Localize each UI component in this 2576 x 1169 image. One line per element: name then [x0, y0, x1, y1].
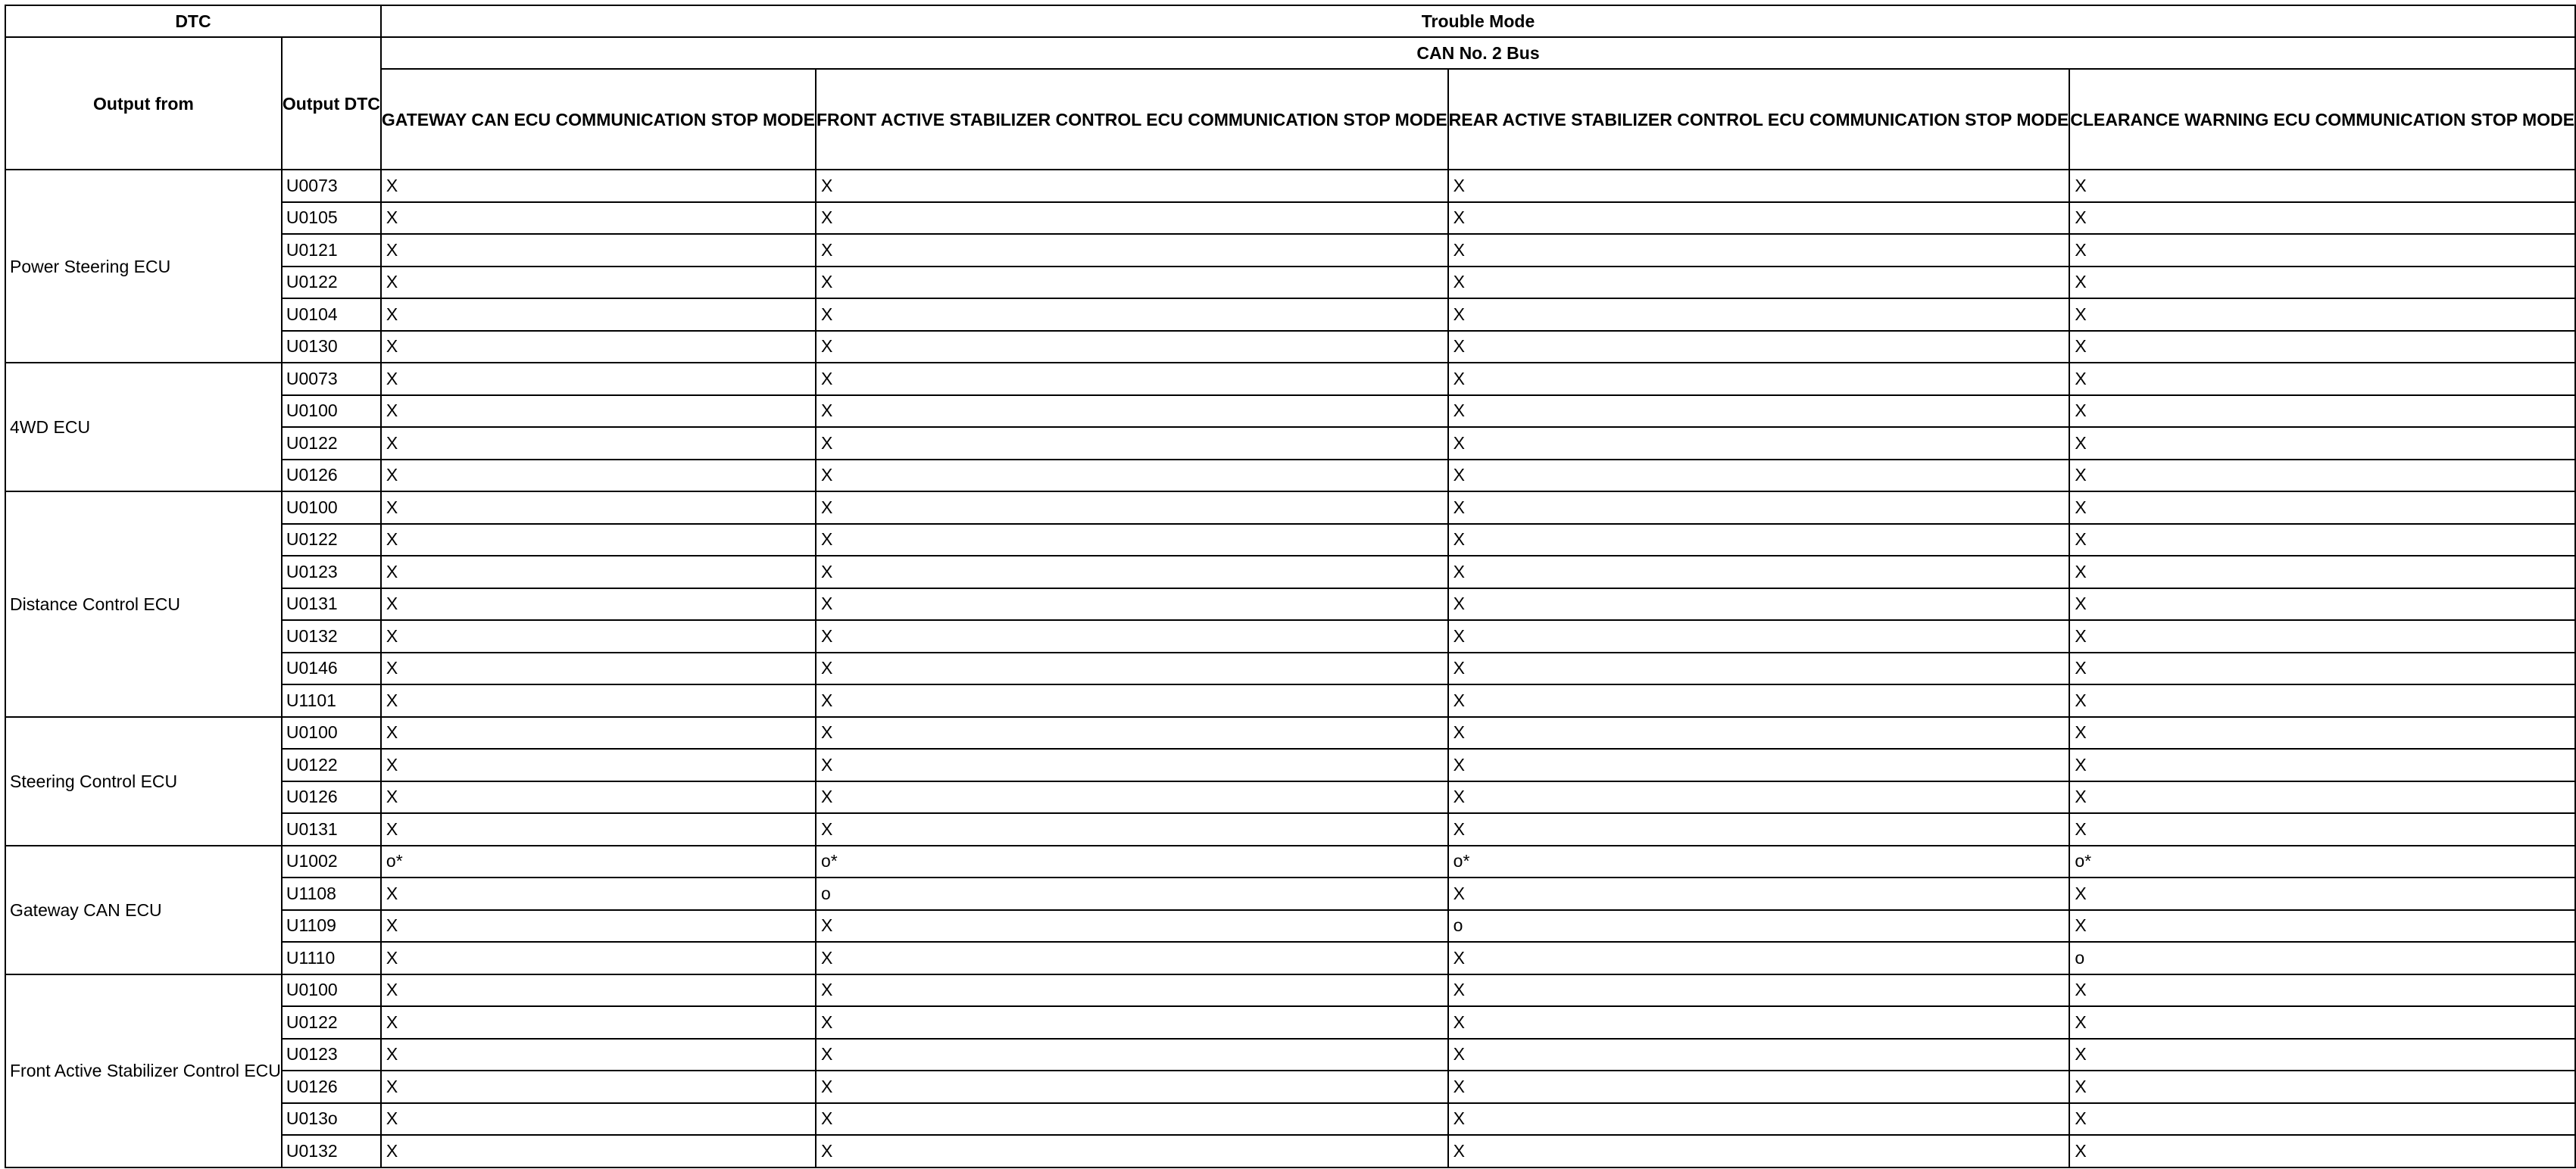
- table-row: [5, 556, 2575, 588]
- mode-value-cell: X: [1448, 1006, 2070, 1039]
- mode-value-cell: X: [2069, 781, 2575, 814]
- mode-value-cell: X: [1448, 395, 2070, 428]
- table-row: [5, 298, 2575, 331]
- table-row: [5, 363, 2575, 395]
- mode-value-cell: X: [2069, 556, 2575, 588]
- mode-value-cell: X: [816, 910, 1448, 943]
- table-row: [5, 202, 2575, 235]
- table-row: [5, 942, 2575, 974]
- mode-value-cell: X: [2069, 620, 2575, 653]
- mode-value-cell: X: [2069, 363, 2575, 395]
- dtc-code-cell: U0100: [282, 491, 381, 524]
- mode-value-cell: X: [816, 1039, 1448, 1071]
- mode-value-cell: o*: [2069, 846, 2575, 878]
- dtc-code-cell: U0131: [282, 813, 381, 846]
- table-row: [5, 878, 2575, 910]
- table-row: [5, 588, 2575, 621]
- dtc-code-cell: U0104: [282, 298, 381, 331]
- mode-value-cell: X: [381, 1039, 816, 1071]
- mode-value-cell: o: [1448, 910, 2070, 943]
- mode-value-cell: X: [381, 331, 816, 363]
- mode-value-cell: X: [381, 1135, 816, 1167]
- mode-value-cell: X: [1448, 524, 2070, 556]
- mode-value-cell: X: [816, 813, 1448, 846]
- mode-value-cell: X: [1448, 331, 2070, 363]
- dtc-code-cell: U1109: [282, 910, 381, 943]
- mode-value-cell: X: [1448, 974, 2070, 1007]
- mode-value-cell: X: [2069, 813, 2575, 846]
- dtc-header: DTC: [5, 5, 381, 37]
- mode-header-rear-stabilizer: REAR ACTIVE STABILIZER CONTROL ECU COMMUNICATION STOP MODE: [1448, 69, 2070, 170]
- dtc-code-cell: U0130: [282, 331, 381, 363]
- mode-value-cell: X: [816, 684, 1448, 717]
- mode-value-cell: X: [381, 878, 816, 910]
- mode-value-cell: X: [816, 524, 1448, 556]
- dtc-trouble-mode-table: [5, 5, 2576, 1168]
- mode-value-cell: X: [2069, 298, 2575, 331]
- dtc-code-cell: U0122: [282, 749, 381, 781]
- mode-value-cell: X: [816, 1071, 1448, 1103]
- mode-value-cell: X: [2069, 331, 2575, 363]
- mode-value-cell: X: [2069, 684, 2575, 717]
- table-row: [5, 460, 2575, 492]
- mode-value-cell: X: [816, 620, 1448, 653]
- mode-value-cell: X: [2069, 910, 2575, 943]
- mode-value-cell: X: [1448, 202, 2070, 235]
- mode-value-cell: X: [1448, 491, 2070, 524]
- mode-value-cell: X: [1448, 749, 2070, 781]
- mode-value-cell: X: [381, 910, 816, 943]
- mode-value-cell: X: [1448, 588, 2070, 621]
- mode-value-cell: X: [816, 942, 1448, 974]
- mode-value-cell: X: [1448, 1103, 2070, 1136]
- mode-value-cell: X: [1448, 267, 2070, 299]
- mode-value-cell: X: [2069, 202, 2575, 235]
- mode-value-cell: X: [2069, 491, 2575, 524]
- table-row: [5, 267, 2575, 299]
- mode-value-cell: X: [381, 781, 816, 814]
- mode-value-cell: X: [1448, 427, 2070, 460]
- table-row: [5, 491, 2575, 524]
- mode-value-cell: X: [816, 170, 1448, 202]
- dtc-code-cell: U013o: [282, 1103, 381, 1136]
- dtc-code-cell: U1002: [282, 846, 381, 878]
- table-row: [5, 1006, 2575, 1039]
- mode-value-cell: X: [381, 363, 816, 395]
- mode-value-cell: X: [1448, 170, 2070, 202]
- table-row: [5, 1071, 2575, 1103]
- table-row: [5, 170, 2575, 202]
- mode-value-cell: X: [816, 363, 1448, 395]
- mode-value-cell: X: [1448, 813, 2070, 846]
- output-from-cell: Distance Control ECU: [5, 491, 282, 717]
- mode-header-front-stabilizer: FRONT ACTIVE STABILIZER CONTROL ECU COMMUNICATION STOP MODE: [816, 69, 1448, 170]
- mode-value-cell: X: [816, 1006, 1448, 1039]
- mode-header-gateway: GATEWAY CAN ECU COMMUNICATION STOP MODE: [381, 69, 816, 170]
- mode-value-cell: X: [381, 717, 816, 750]
- mode-value-cell: X: [381, 556, 816, 588]
- mode-value-cell: X: [1448, 363, 2070, 395]
- table-row: [5, 427, 2575, 460]
- dtc-code-cell: U1108: [282, 878, 381, 910]
- mode-value-cell: X: [1448, 234, 2070, 267]
- mode-value-cell: X: [381, 298, 816, 331]
- mode-value-cell: X: [2069, 234, 2575, 267]
- table-row: [5, 1039, 2575, 1071]
- mode-value-cell: X: [381, 395, 816, 428]
- table-row: [5, 813, 2575, 846]
- mode-value-cell: X: [2069, 1103, 2575, 1136]
- mode-value-cell: X: [2069, 395, 2575, 428]
- mode-value-cell: X: [381, 427, 816, 460]
- mode-value-cell: X: [2069, 267, 2575, 299]
- dtc-code-cell: U0121: [282, 234, 381, 267]
- dtc-code-cell: U0122: [282, 427, 381, 460]
- table-row: [5, 910, 2575, 943]
- dtc-code-cell: U0126: [282, 460, 381, 492]
- dtc-code-cell: U0126: [282, 1071, 381, 1103]
- mode-value-cell: X: [2069, 427, 2575, 460]
- mode-value-cell: X: [816, 653, 1448, 685]
- mode-value-cell: X: [381, 1006, 816, 1039]
- mode-value-cell: X: [381, 491, 816, 524]
- mode-value-cell: X: [381, 653, 816, 685]
- table-row: [5, 1103, 2575, 1136]
- mode-value-cell: o: [816, 878, 1448, 910]
- output-from-cell: Gateway CAN ECU: [5, 846, 282, 974]
- table-row: [5, 781, 2575, 814]
- mode-value-cell: X: [1448, 878, 2070, 910]
- mode-value-cell: X: [816, 267, 1448, 299]
- table-row: [5, 846, 2575, 878]
- table-row: [5, 749, 2575, 781]
- table-row: [5, 331, 2575, 363]
- mode-value-cell: X: [816, 331, 1448, 363]
- mode-value-cell: X: [2069, 1135, 2575, 1167]
- dtc-code-cell: U0132: [282, 620, 381, 653]
- dtc-code-cell: U0132: [282, 1135, 381, 1167]
- table-row: [5, 974, 2575, 1007]
- mode-value-cell: X: [1448, 717, 2070, 750]
- dtc-code-cell: U0122: [282, 524, 381, 556]
- dtc-code-cell: U0126: [282, 781, 381, 814]
- mode-value-cell: X: [381, 942, 816, 974]
- mode-value-cell: X: [2069, 1039, 2575, 1071]
- mode-value-cell: X: [1448, 1135, 2070, 1167]
- mode-value-cell: X: [1448, 556, 2070, 588]
- mode-value-cell: X: [1448, 620, 2070, 653]
- mode-value-cell: X: [381, 1103, 816, 1136]
- mode-value-cell: X: [816, 717, 1448, 750]
- dtc-code-cell: U0100: [282, 717, 381, 750]
- table-row: [5, 684, 2575, 717]
- dtc-code-cell: U0122: [282, 267, 381, 299]
- table-row: [5, 1135, 2575, 1167]
- table-row: [5, 234, 2575, 267]
- mode-value-cell: X: [2069, 460, 2575, 492]
- mode-value-cell: X: [1448, 684, 2070, 717]
- mode-header-clearance-warning: CLEARANCE WARNING ECU COMMUNICATION STOP MODE: [2069, 69, 2575, 170]
- trouble-mode-header: Trouble Mode: [381, 5, 2575, 37]
- mode-value-cell: o*: [816, 846, 1448, 878]
- dtc-code-cell: U0131: [282, 588, 381, 621]
- mode-value-cell: X: [381, 170, 816, 202]
- output-from-cell: Steering Control ECU: [5, 717, 282, 846]
- mode-value-cell: X: [2069, 974, 2575, 1007]
- mode-value-cell: X: [816, 298, 1448, 331]
- mode-value-cell: X: [816, 427, 1448, 460]
- mode-value-cell: X: [381, 588, 816, 621]
- table-row: [5, 620, 2575, 653]
- mode-value-cell: X: [381, 202, 816, 235]
- dtc-code-cell: U0122: [282, 1006, 381, 1039]
- mode-value-cell: X: [816, 202, 1448, 235]
- mode-value-cell: X: [1448, 298, 2070, 331]
- mode-value-cell: X: [1448, 460, 2070, 492]
- mode-value-cell: o*: [381, 846, 816, 878]
- mode-value-cell: X: [381, 974, 816, 1007]
- mode-value-cell: X: [2069, 653, 2575, 685]
- mode-value-cell: X: [381, 1071, 816, 1103]
- dtc-code-cell: U0100: [282, 395, 381, 428]
- mode-value-cell: X: [816, 234, 1448, 267]
- mode-value-cell: X: [2069, 717, 2575, 750]
- mode-value-cell: X: [1448, 653, 2070, 685]
- table-row: [5, 524, 2575, 556]
- can-bus-header: CAN No. 2 Bus: [381, 37, 2575, 69]
- mode-value-cell: X: [381, 684, 816, 717]
- mode-value-cell: X: [816, 556, 1448, 588]
- mode-value-cell: X: [816, 974, 1448, 1007]
- dtc-code-cell: U0123: [282, 1039, 381, 1071]
- mode-value-cell: X: [1448, 942, 2070, 974]
- dtc-code-cell: U0146: [282, 653, 381, 685]
- mode-value-cell: X: [1448, 1071, 2070, 1103]
- mode-value-cell: X: [2069, 170, 2575, 202]
- output-from-cell: Power Steering ECU: [5, 170, 282, 363]
- mode-value-cell: X: [816, 395, 1448, 428]
- mode-value-cell: X: [381, 749, 816, 781]
- mode-value-cell: X: [381, 267, 816, 299]
- mode-value-cell: X: [2069, 524, 2575, 556]
- table-row: [5, 717, 2575, 750]
- table-row: [5, 395, 2575, 428]
- output-from-header: Output from: [5, 37, 282, 170]
- table-row: [5, 653, 2575, 685]
- mode-value-cell: X: [2069, 1006, 2575, 1039]
- mode-value-cell: X: [816, 1135, 1448, 1167]
- dtc-code-cell: U0100: [282, 974, 381, 1007]
- mode-value-cell: X: [816, 1103, 1448, 1136]
- mode-value-cell: X: [816, 588, 1448, 621]
- output-from-cell: 4WD ECU: [5, 363, 282, 491]
- mode-value-cell: X: [816, 749, 1448, 781]
- output-dtc-header: Output DTC: [282, 37, 381, 170]
- mode-value-cell: X: [816, 491, 1448, 524]
- mode-value-cell: X: [1448, 781, 2070, 814]
- dtc-code-cell: U0073: [282, 170, 381, 202]
- mode-value-cell: X: [816, 781, 1448, 814]
- dtc-code-cell: U1110: [282, 942, 381, 974]
- mode-value-cell: X: [1448, 1039, 2070, 1071]
- mode-value-cell: X: [2069, 749, 2575, 781]
- mode-value-cell: X: [381, 813, 816, 846]
- mode-value-cell: X: [381, 234, 816, 267]
- output-from-cell: Front Active Stabilizer Control ECU: [5, 974, 282, 1167]
- dtc-code-cell: U0073: [282, 363, 381, 395]
- mode-value-cell: X: [2069, 878, 2575, 910]
- mode-value-cell: X: [381, 460, 816, 492]
- mode-value-cell: X: [2069, 588, 2575, 621]
- mode-value-cell: X: [381, 524, 816, 556]
- dtc-code-cell: U0123: [282, 556, 381, 588]
- mode-value-cell: X: [381, 620, 816, 653]
- mode-value-cell: o: [2069, 942, 2575, 974]
- mode-value-cell: X: [2069, 1071, 2575, 1103]
- mode-value-cell: o*: [1448, 846, 2070, 878]
- table-body: [5, 170, 2575, 1167]
- mode-value-cell: X: [816, 460, 1448, 492]
- dtc-code-cell: U0105: [282, 202, 381, 235]
- dtc-code-cell: U1101: [282, 684, 381, 717]
